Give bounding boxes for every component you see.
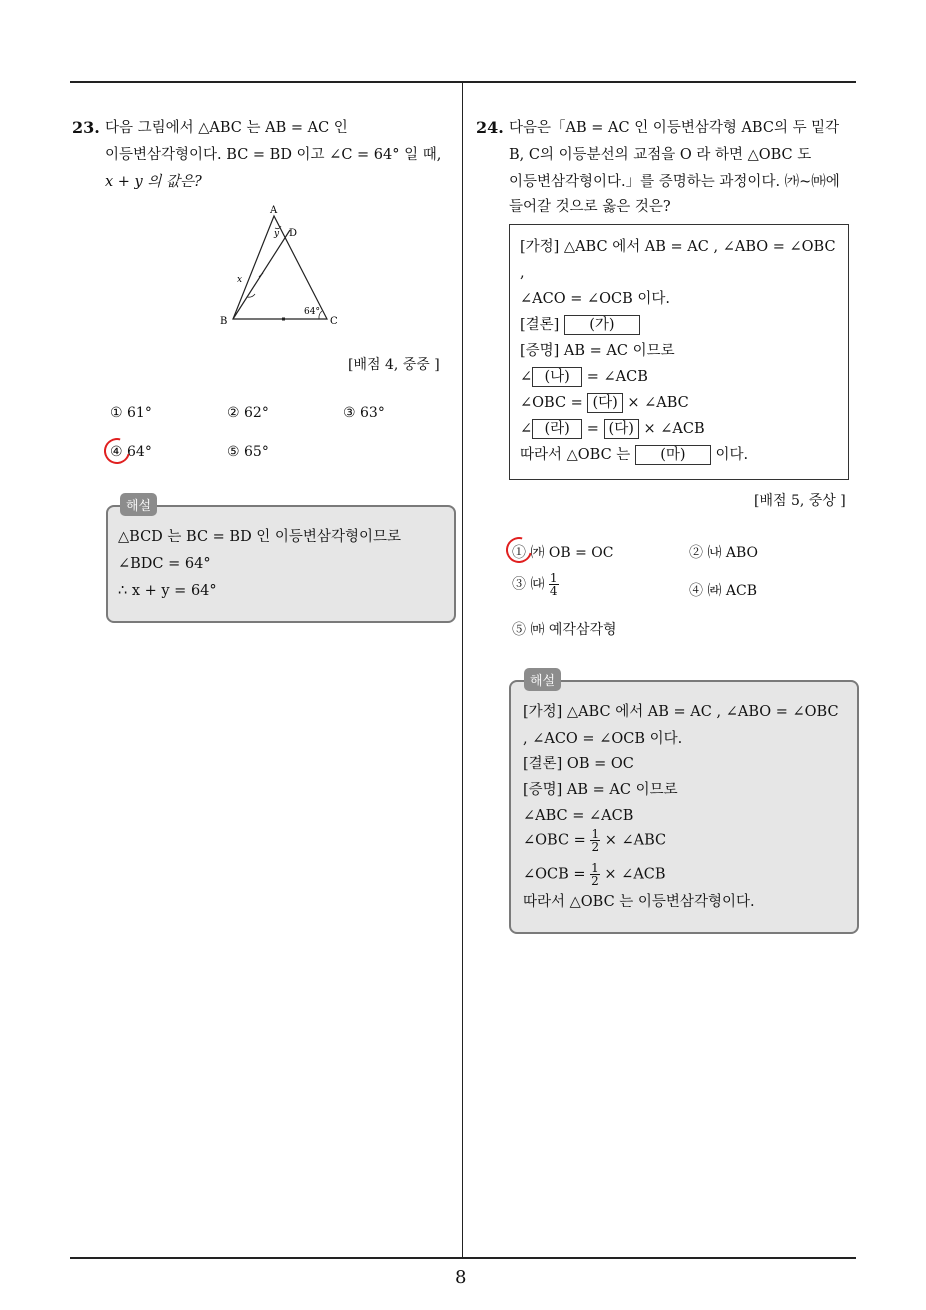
q24-answer-mark-icon: [501, 532, 537, 568]
q24-explanation-tag: 해설: [524, 668, 561, 691]
label-x: x: [237, 275, 243, 285]
q24-number: 24.: [476, 118, 504, 137]
blank-ga: (가): [564, 315, 640, 335]
q24-explanation-box: [509, 680, 859, 934]
q24-choice-2[interactable]: ② ㈏ ABO: [689, 545, 759, 561]
q23-expl-line2: ∠BDC = 64°: [118, 556, 211, 572]
q24-expl-line2: , ∠ACO = ∠OCB 이다.: [523, 731, 683, 747]
q23-expl-line3: ∴ x + y = 64°: [118, 583, 217, 599]
q24-choice-5[interactable]: ⑤ ㈒ 예각삼각형: [512, 622, 617, 638]
q24-stem-line4: 들어갈 것으로 옳은 것은?: [509, 199, 671, 215]
label-d: D: [289, 228, 298, 239]
blank-da: (다): [587, 393, 622, 413]
q23-choice-4[interactable]: ④ 64°: [110, 444, 152, 460]
q24-choice-4[interactable]: ④ ㈑ ACB: [689, 583, 758, 599]
q23-expl-line1: △BCD 는 BC = BD 인 이등변삼각형이므로: [118, 529, 401, 545]
top-rule: [70, 81, 856, 83]
proof-line2: ,: [520, 265, 525, 281]
bottom-rule: [70, 1257, 856, 1259]
label-a: A: [270, 205, 278, 216]
blank-na: (나): [532, 367, 582, 387]
q23-score: [배점 4, 중중 ]: [348, 357, 440, 373]
blank-da-2: (다): [604, 419, 639, 439]
proof-line3: ∠ACO = ∠OCB 이다.: [520, 291, 670, 307]
q24-stem-line3: 이등변삼각형이다.」를 증명하는 과정이다. ㈎~㈒에: [509, 174, 840, 190]
q23-choice-1[interactable]: ① 61°: [110, 405, 152, 421]
q23-number: 23.: [72, 118, 100, 137]
q24-choice-1[interactable]: ① ㈎ OB = OC: [512, 545, 614, 561]
q24-expl-line5: ∠ABC = ∠ACB: [523, 808, 634, 824]
q23-stem-line3: x + y 의 값은?: [105, 174, 202, 190]
q24-expl-line6: ∠OBC = $\frac{1}{2}$ × ∠ABC: [523, 827, 667, 854]
triangle-figure: [215, 200, 345, 330]
proof-line8: ∠ (라) = (다) × ∠ACB: [520, 421, 705, 437]
conclusion-label: [결론]: [520, 317, 560, 333]
q23-stem-line1: 다음 그림에서 △ABC 는 AB = AC 인: [105, 120, 348, 136]
page-number: 8: [455, 1267, 467, 1288]
triangle-abc: [233, 216, 327, 319]
q23-choice-5[interactable]: ⑤ 65°: [227, 444, 269, 460]
half-fraction-1: $\frac{1}{2}$: [591, 827, 600, 854]
label-angle: 64°: [304, 307, 320, 317]
column-divider: [462, 83, 463, 1258]
q24-choice-3[interactable]: ③ ㈐ $\frac{1}{4}$: [512, 571, 558, 598]
blank-ra: (라): [532, 419, 582, 439]
half-fraction-2: $\frac{1}{2}$: [591, 861, 599, 888]
q23-explanation-tag: 해설: [120, 493, 157, 516]
q24-proof-box: [509, 224, 849, 480]
q24-stem-line2: B, C의 이등분선의 교점을 O 라 하면 △OBC 도: [509, 147, 812, 163]
q23-answer-mark-icon: [99, 433, 135, 469]
label-y: y: [274, 229, 280, 239]
proof-line1: [가정] △ABC 에서 AB = AC , ∠ABO = ∠OBC: [520, 239, 836, 255]
proof-line5: [증명] AB = AC 이므로: [520, 343, 675, 359]
q24-expl-line8: 따라서 △OBC 는 이등변삼각형이다.: [523, 894, 755, 910]
proof-line6: ∠ (나) = ∠ACB: [520, 369, 648, 385]
proof-line4: [520, 315, 640, 335]
q23-choice-2[interactable]: ② 62°: [227, 405, 269, 421]
label-c: C: [330, 316, 338, 327]
blank-ma: (마): [635, 445, 711, 465]
q24-expl-line3: [결론] OB = OC: [523, 756, 634, 772]
choice3-fraction: $\frac{1}{4}$: [549, 571, 558, 598]
proof-line7: ∠OBC = (다) × ∠ABC: [520, 395, 689, 411]
q24-stem-line1: 다음은「AB = AC 인 이등변삼각형 ABC의 두 밑각: [509, 120, 840, 136]
q24-expl-line1: [가정] △ABC 에서 AB = AC , ∠ABO = ∠OBC: [523, 704, 839, 720]
q23-stem-line2: 이등변삼각형이다. BC = BD 이고 ∠C = 64° 일 때,: [105, 147, 442, 163]
q24-expl-line7: ∠OCB = $\frac{1}{2}$ × ∠ACB: [523, 861, 666, 888]
q24-expl-line4: [증명] AB = AC 이므로: [523, 782, 678, 798]
label-b: B: [220, 316, 228, 327]
proof-line9: 따라서 △OBC 는 (마) 이다.: [520, 447, 749, 463]
q24-score: [배점 5, 중상 ]: [754, 493, 846, 509]
q23-explanation-box: [106, 505, 456, 623]
q23-choice-3[interactable]: ③ 63°: [343, 405, 385, 421]
